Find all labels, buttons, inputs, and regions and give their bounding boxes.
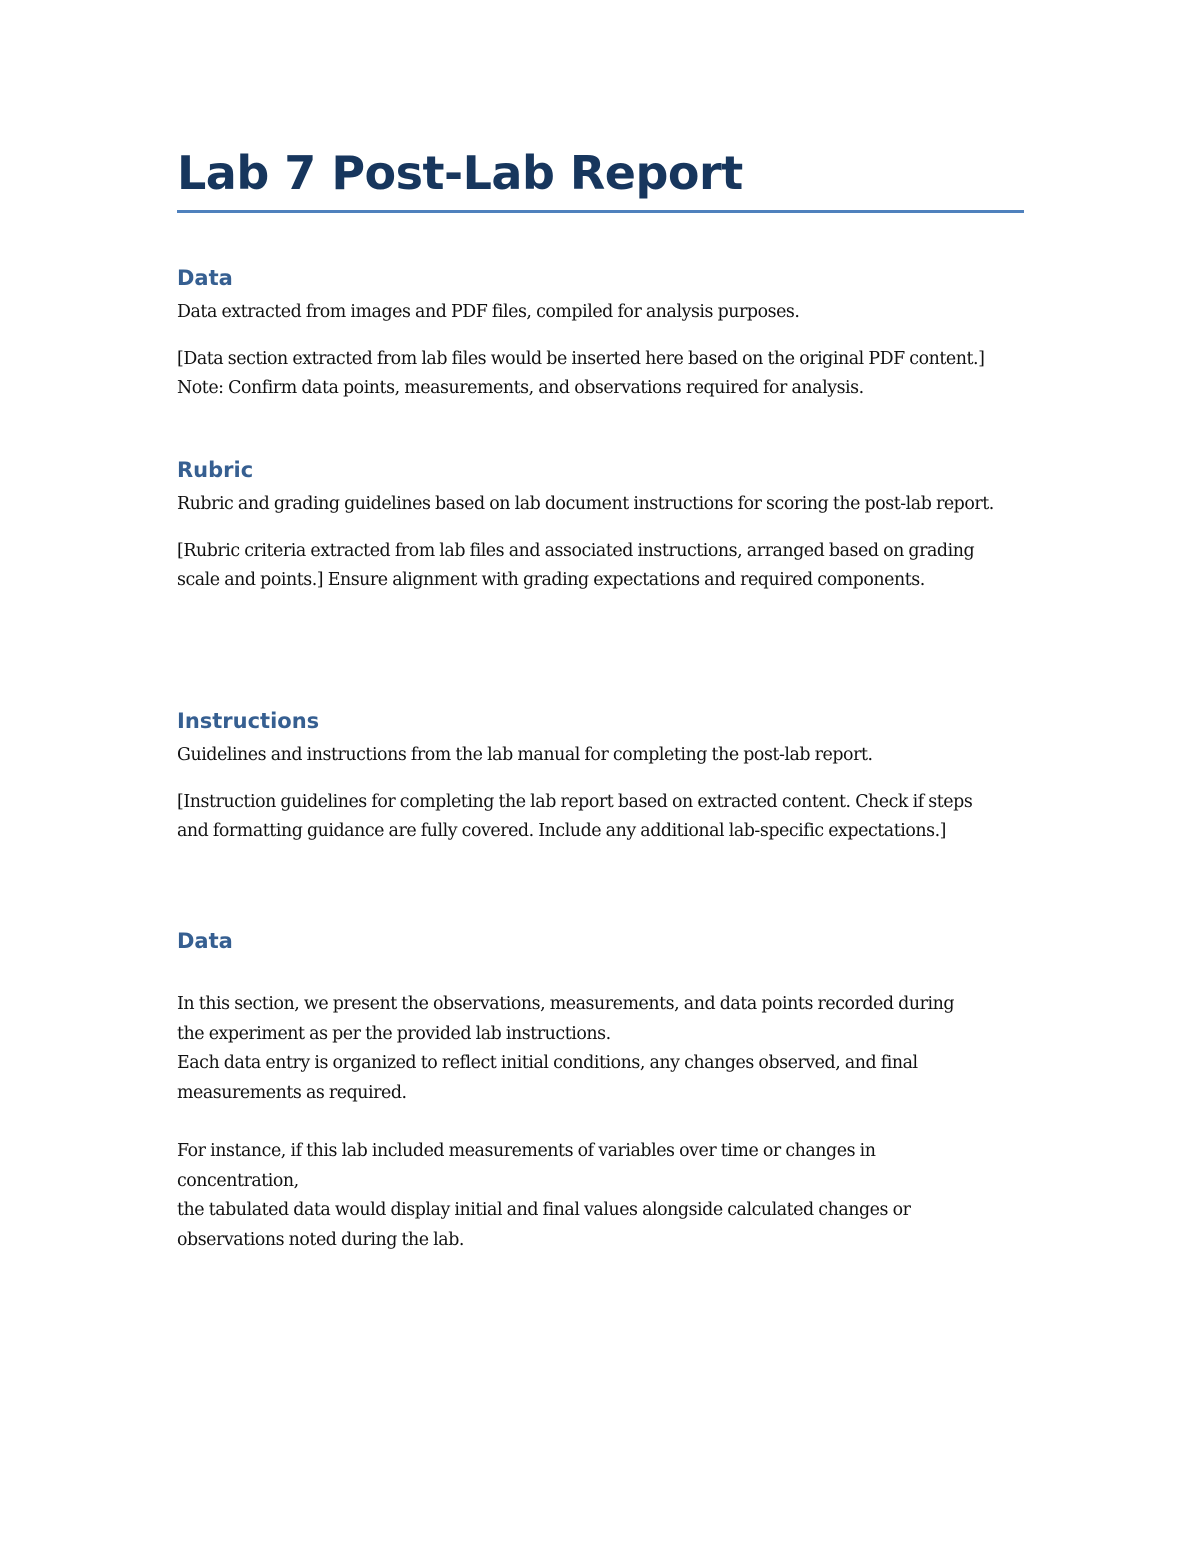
section-rubric bbox=[177, 456, 1024, 596]
document-title: Lab 7 Post-Lab Report bbox=[177, 146, 743, 200]
data-paragraph-line: the tabulated data would display initial and final values alongside calculated changes or observations noted during the lab. bbox=[177, 1200, 911, 1250]
section-instructions bbox=[177, 707, 1024, 847]
title-divider bbox=[177, 210, 1024, 213]
section-data-details bbox=[177, 927, 1024, 1255]
data-paragraph-line: For instance, if this lab included measurements of variables over time or changes in concentration, bbox=[177, 1141, 876, 1191]
section-heading: Instructions bbox=[177, 709, 320, 733]
section-intro: Rubric and grading guidelines based on lab document instructions for scoring the post-lab report. bbox=[177, 494, 994, 514]
section-intro: Guidelines and instructions from the lab manual for completing the post-lab report. bbox=[177, 745, 873, 765]
section-body: [Instruction guidelines for completing the lab report based on extracted content. Check if steps and formatting guidance are fully covered. Include any additional lab-specific expectations.] bbox=[177, 791, 973, 841]
section-heading: Data bbox=[177, 929, 233, 953]
section-intro: Data extracted from images and PDF files, compiled for analysis purposes. bbox=[177, 302, 800, 322]
section-heading: Rubric bbox=[177, 458, 254, 482]
section-body: [Data section extracted from lab files would be inserted here based on the original PDF content.] Note: Confirm data points, measurements, and observations required for analysis. bbox=[177, 348, 985, 398]
section-body: [Rubric criteria extracted from lab files and associated instructions, arranged based on grading scale and points.] Ensure alignment with grading expectations and required components. bbox=[177, 540, 975, 590]
data-paragraph-line: Each data entry is organized to reflect initial conditions, any changes observed, and final measurements as required. bbox=[177, 1053, 918, 1103]
data-paragraph-line: In this section, we present the observations, measurements, and data points recorded during the experiment as per the provided lab instructions. bbox=[177, 994, 954, 1044]
section-heading: Data bbox=[177, 266, 233, 290]
section-data bbox=[177, 264, 1024, 404]
